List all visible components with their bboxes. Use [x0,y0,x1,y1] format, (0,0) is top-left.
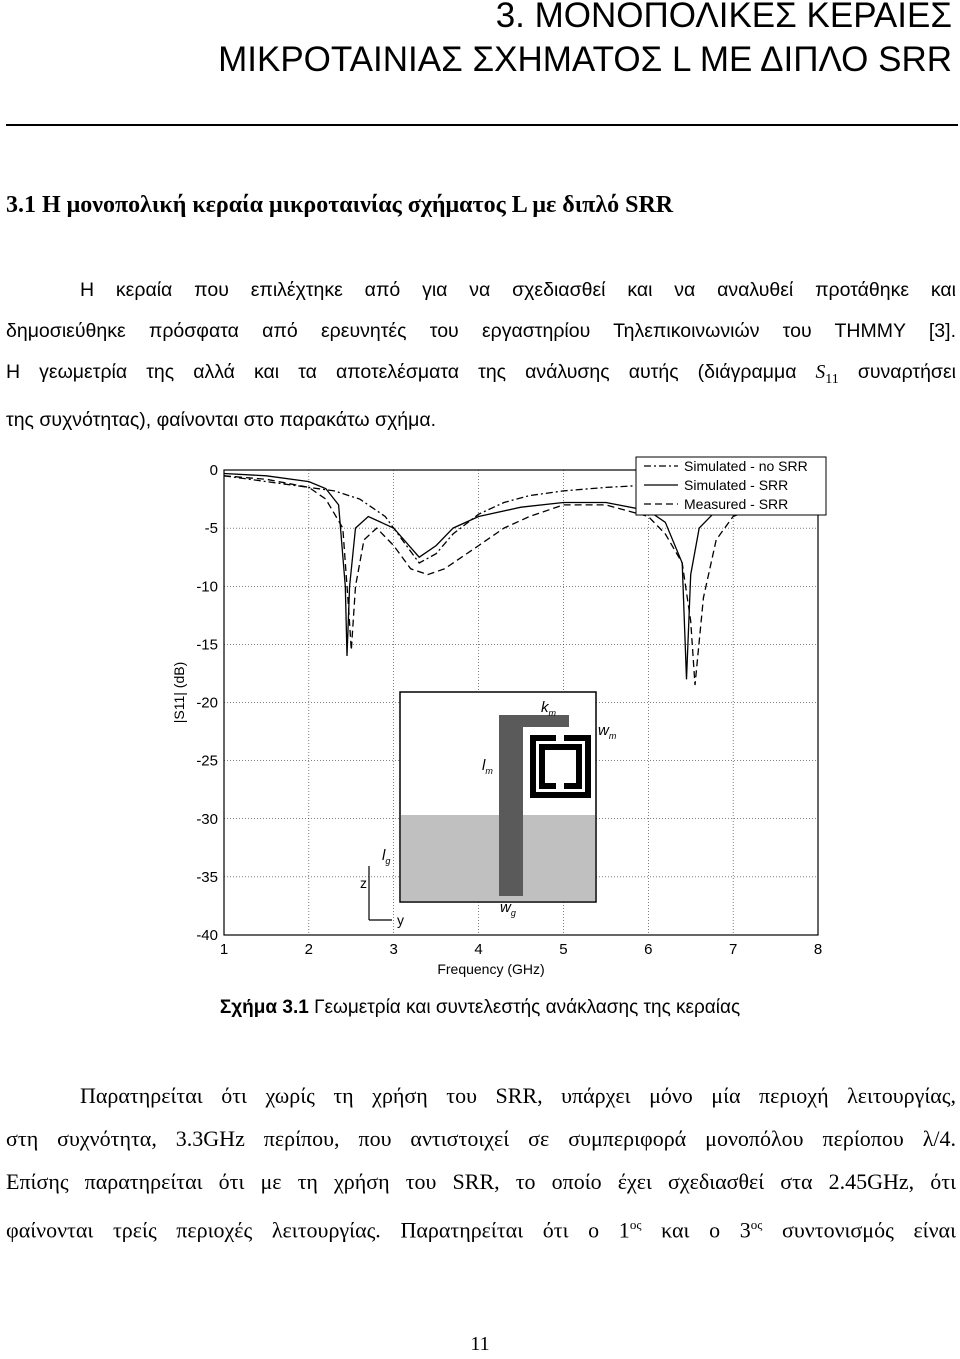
paragraph-analysis-line4-b: και ο 3 [641,1217,751,1243]
header-rule [6,124,958,126]
inset-label-lm: $l_m$ [482,757,493,776]
legend-label-simulated-srr: Simulated - SRR [684,477,789,493]
ground-plane [401,815,595,901]
x-tick-label: 8 [813,941,823,958]
figure-caption-text: Γεωμετρία και συντελεστής ανάκλασης της κεραίας [308,997,741,1018]
chapter-title-line1: 3. ΜΟΝΟΠΟΛΙΚΕΣ ΚΕΡΑΙΕΣ [495,0,952,35]
paragraph-intro-line3-b: συναρτήσει [838,361,956,383]
paragraph-intro-line2: δημοσιεύθηκε πρόσφατα από ερευνητές του εργαστηρίου Τηλεπικοινωνιών του ΤΗΜΜΥ [3]. [6,320,956,342]
y-axis-label: |S11| (dB) [171,661,187,724]
paragraph-intro-line1: Η κεραία που επιλέχτηκε από για να σχεδιασθεί και να αναλυθεί προτάθηκε και [80,279,956,301]
chapter-title-line2: ΜΙΚΡΟΤΑΙΝΙΑΣ ΣΧΗΜΑΤΟΣ L ΜΕ ΔΙΠΛΟ SRR [218,40,952,79]
paragraph-intro [6,270,956,441]
y-tick-label: -30 [196,810,218,828]
x-tick-label: 5 [559,941,568,958]
y-tick-label: -10 [196,578,218,596]
s11-symbol [815,362,839,387]
figure-caption [0,997,960,1019]
figure-s11-plot [160,450,840,980]
paragraph-analysis-line4-c: συντονισμός είναι [762,1217,956,1243]
chart-legend [636,457,826,515]
paragraph-analysis-line2: στη συχνότητα, 3.3GHz περίπου, που αντιστοιχεί σε συμπεριφορά μονοπόλου περίοπου λ/4. [6,1126,956,1151]
paragraph-analysis-line1: Παρατηρείται ότι χωρίς τη χρήση του SRR, υπάρχει μόνο μία περιοχή λειτουργίας, [80,1083,956,1108]
s11-letter: S [815,362,826,383]
y-tick-label: 0 [209,462,218,479]
x-axis-label: Frequency (GHz) [437,961,545,977]
x-tick-label: 7 [728,941,738,958]
section-title: 3.1 Η μονοπολική κεραία μικροταινίας σχήματος L με διπλό SRR [6,192,674,218]
paragraph-analysis-line4-a: φαίνονται τρείς περιοχές λειτουργίας. Παρατηρείται ότι ο 1 [6,1217,630,1243]
x-tick-label: 6 [644,941,653,958]
feed-line-horizontal [499,715,569,727]
s11-chart [160,450,840,980]
srr-inner-slit [556,781,564,790]
paragraph-intro-line3-a: Η γεωμετρία της αλλά και τα αποτελέσματα της ανάλυσης αυτής (διάγραμμα [6,361,816,383]
srr-inner-gap [545,750,576,783]
y-tick-label: -20 [196,694,218,712]
figure-caption-label: Σχήμα 3.1 [219,997,309,1018]
legend-label-measured-srr: Measured - SRR [684,496,789,512]
paragraph-analysis-line4 [6,1203,956,1251]
x-tick-label: 2 [304,941,314,958]
paragraph-analysis-line3: Επίσης παρατηρείται ότι με τη χρήση του SRR, το οποίο έχει σχεδιασθεί στα 2.45GHz, ότι [6,1169,956,1194]
paragraph-analysis [6,1074,956,1251]
inset-label-y: y [397,912,404,928]
legend-label-simulated-no-srr: Simulated - no SRR [684,458,808,474]
s11-subscript: 11 [825,371,839,387]
chapter-title [218,0,952,82]
y-tick-label: -15 [196,636,218,654]
inset-label-wm: $w_m$ [598,722,617,741]
antenna-geometry-inset [369,692,596,920]
inset-label-z: z [360,875,367,891]
page-number: 11 [470,1333,490,1355]
y-tick-label: -35 [196,868,218,886]
inset-label-km: $k_m$ [541,699,556,718]
feed-line-vertical [499,715,523,896]
ordinal-sup-2: ος [750,1217,763,1232]
y-tick-label: -40 [196,927,218,944]
ordinal-sup-1: ος [629,1217,642,1232]
paragraph-intro-line3 [6,352,956,400]
inset-label-wg: $w_g$ [500,899,516,918]
inset-label-lg: $l_g$ [382,847,391,866]
x-tick-label: 3 [389,941,398,958]
paragraph-intro-line4: της συχνότητας), φαίνονται στο παρακάτω σχήμα. [6,408,437,431]
srr-outer-slit [556,735,564,742]
x-tick-label: 4 [474,941,483,958]
y-tick-label: -25 [196,752,218,770]
x-tick-label: 1 [219,941,229,958]
y-tick-label: -5 [204,520,218,538]
